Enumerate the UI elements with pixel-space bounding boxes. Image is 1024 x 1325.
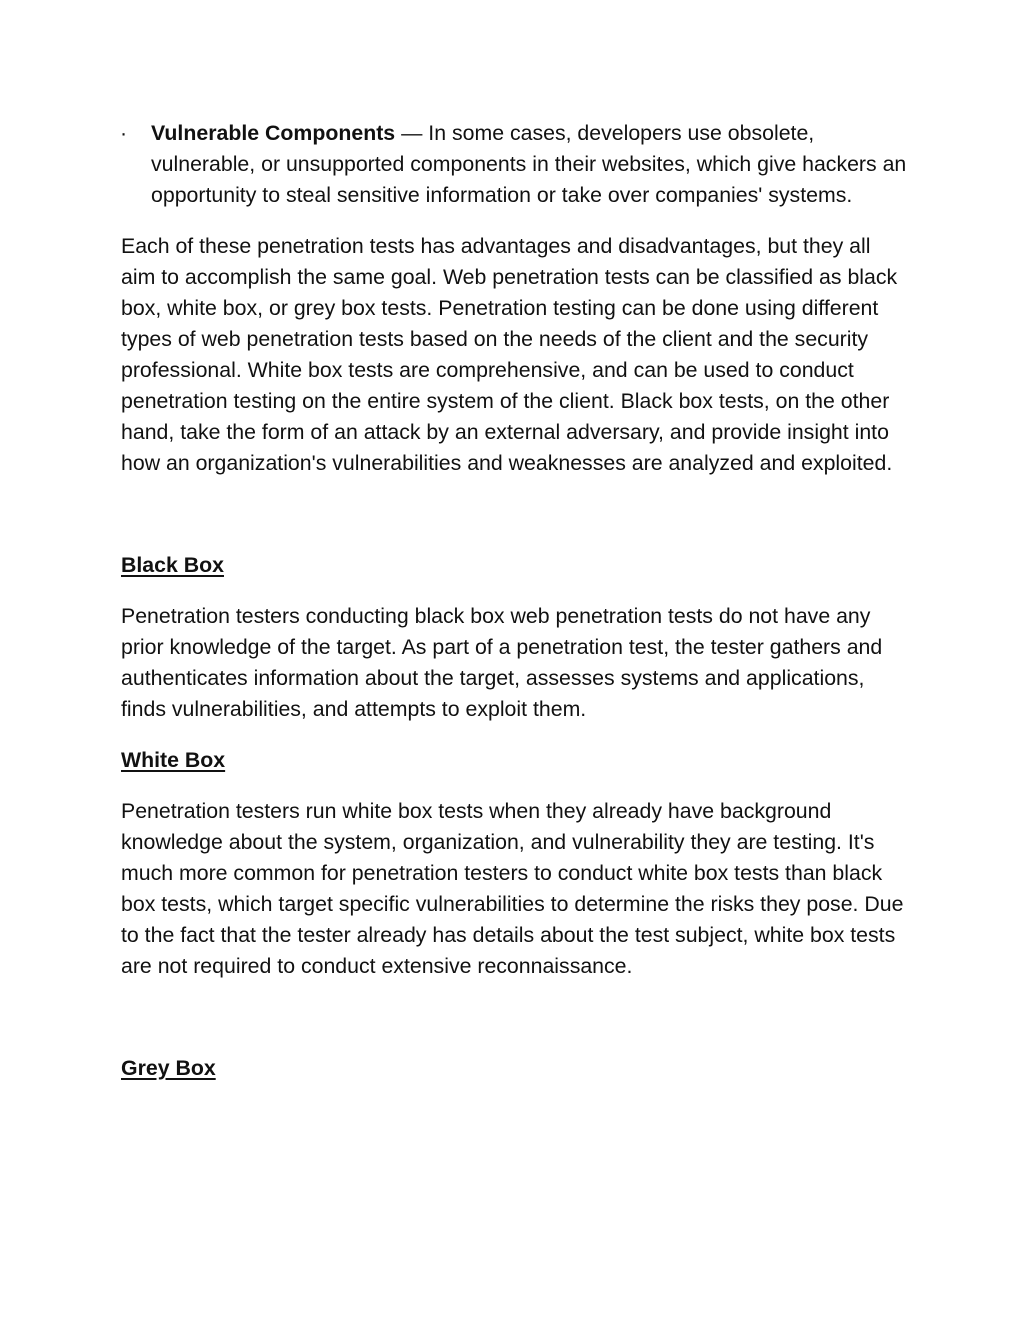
intro-paragraph: Each of these penetration tests has advantages and disadvantages, but they all aim to accomplish the same goal. Web penetration tests can be classified as black box, white box, or grey box tests. Penetration testing can be done using different types of web penetration tests based on the needs of the client and the security professional. White box tests are comprehensive, and can be used to conduct penetration testing on the entire system of the client. Black box tests, on the other hand, take the form of an attack by an external adversary, and provide insight into how an organization's vulnerabilities and weaknesses are analyzed and exploited.: [121, 234, 898, 475]
document-page: [121, 118, 907, 1104]
bullet-text: — In some cases, developers use obsolete, vulnerable, or unsupported components in their websites, which give hackers an opportunity to steal sensitive information or take over companies' systems.: [151, 121, 907, 207]
black-box-paragraph: Penetration testers conducting black box web penetration tests do not have any prior knowledge of the target. As part of a penetration test, the tester gathers and authenticates information about the target, assesses systems and applications, finds vulnerabilities, and attempts to exploit them.: [121, 604, 883, 721]
bullet-term: Vulnerable Components: [151, 121, 396, 145]
bullet-list-item: [121, 118, 907, 211]
heading-grey-box: Grey Box: [121, 1056, 216, 1080]
bullet-mark: ·: [120, 121, 128, 145]
white-box-paragraph: Penetration testers run white box tests when they already have background knowledge about the system, organization, and vulnerability they are testing. It's much more common for penetration testers to conduct white box tests than black box tests, which target specific vulnerabilities to determine the risks they pose. Due to the fact that the tester already has details about the test subject, white box tests are not required to conduct extensive reconnaissance.: [121, 799, 904, 978]
heading-black-box: Black Box: [121, 553, 224, 577]
heading-white-box: White Box: [121, 748, 226, 772]
